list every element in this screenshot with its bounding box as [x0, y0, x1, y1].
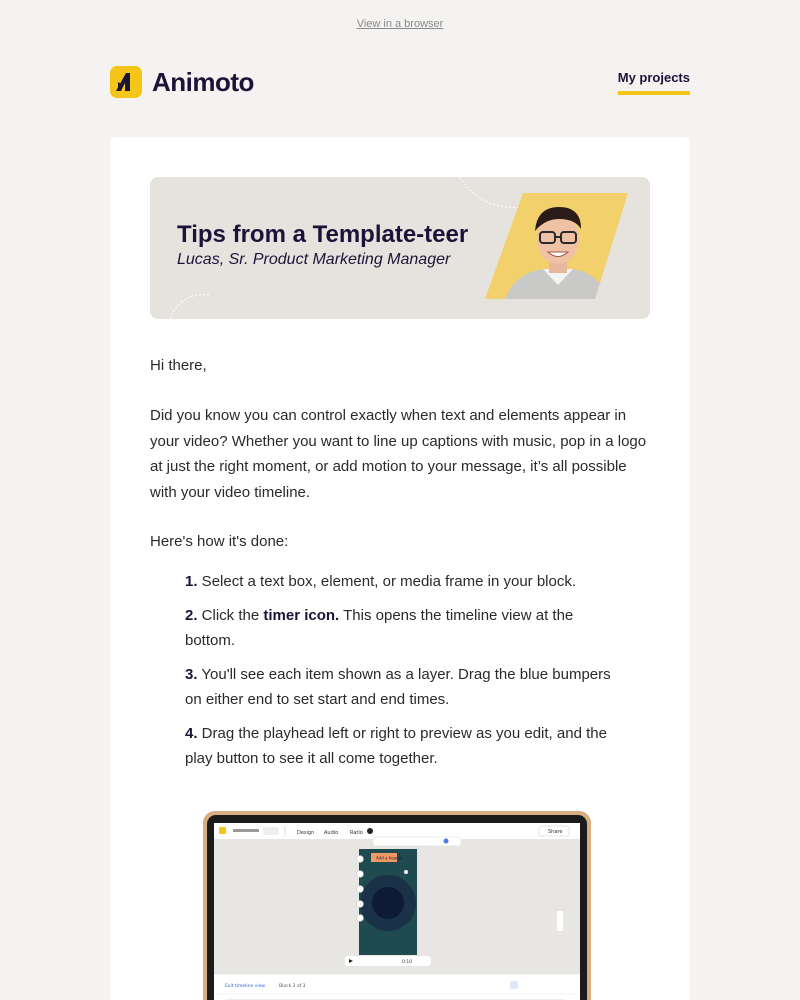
my-projects-link[interactable]: My projects — [618, 70, 690, 95]
banner-subtitle: Lucas, Sr. Product Marketing Manager — [177, 251, 451, 268]
brand-name: Animoto — [152, 66, 254, 97]
step-3 — [185, 662, 625, 712]
view-in-browser-bar — [0, 18, 800, 30]
step-4 — [185, 721, 625, 771]
step-1 — [185, 569, 625, 594]
toolbar-ratio[interactable]: Ratio — [350, 830, 363, 836]
steps-list — [185, 569, 625, 780]
share-label: Share — [548, 829, 563, 835]
project-title — [233, 829, 259, 832]
playback-bar[interactable] — [345, 956, 431, 966]
email-header — [110, 64, 690, 104]
presenter-photo — [485, 193, 628, 299]
intro-paragraph: Did you know you can control exactly when text and elements appear in your video? Whether you want to line up captions with music, pop in a logo at just the right moment, or add motion to your message, it’s all possible with your video timeline. — [150, 407, 647, 501]
lead-text: Here's how it's done: — [150, 533, 289, 550]
step-emphasis: timer icon. — [263, 607, 340, 624]
step-2 — [185, 603, 625, 653]
view-in-browser-link[interactable]: View in a browser — [356, 18, 444, 30]
timer-readout: 0:10 — [402, 960, 413, 965]
step-number: 4. — [185, 725, 198, 742]
greeting: Hi there, — [150, 357, 207, 374]
toolbar-design[interactable]: Design — [297, 830, 315, 836]
block-indicator: Block 2 of 3 — [279, 984, 306, 989]
email-card — [110, 137, 690, 1000]
tips-banner — [150, 177, 650, 319]
timer-icon[interactable] — [444, 839, 449, 844]
editor-screenshot — [203, 811, 591, 1000]
step-text: Select a text box, element, or media frame in your block. — [197, 573, 577, 590]
banner-title: Tips from a Template-teer — [177, 221, 469, 248]
toolbar-audio[interactable]: Audio — [324, 830, 339, 836]
step-text: Click the — [197, 607, 264, 624]
exit-timeline-link[interactable]: Exit timeline view — [225, 984, 266, 989]
step-text: You'll see each item shown as a layer. Drag the blue bumpers on either end to set start and end times. — [185, 666, 611, 708]
animoto-logo[interactable] — [110, 66, 254, 98]
editor-logo-icon — [219, 827, 226, 834]
step-number: 1. — [185, 573, 198, 590]
step-number: 2. — [185, 607, 198, 624]
animoto-logo-icon — [110, 66, 142, 98]
step-text: Drag the playhead left or right to preview as you edit, and the play button to see it all come together. — [185, 725, 607, 767]
step-number: 3. — [185, 666, 198, 683]
step-text-rest: This opens the timeline view at the bottom. — [185, 607, 574, 649]
header-text: Add a header — [376, 855, 403, 861]
